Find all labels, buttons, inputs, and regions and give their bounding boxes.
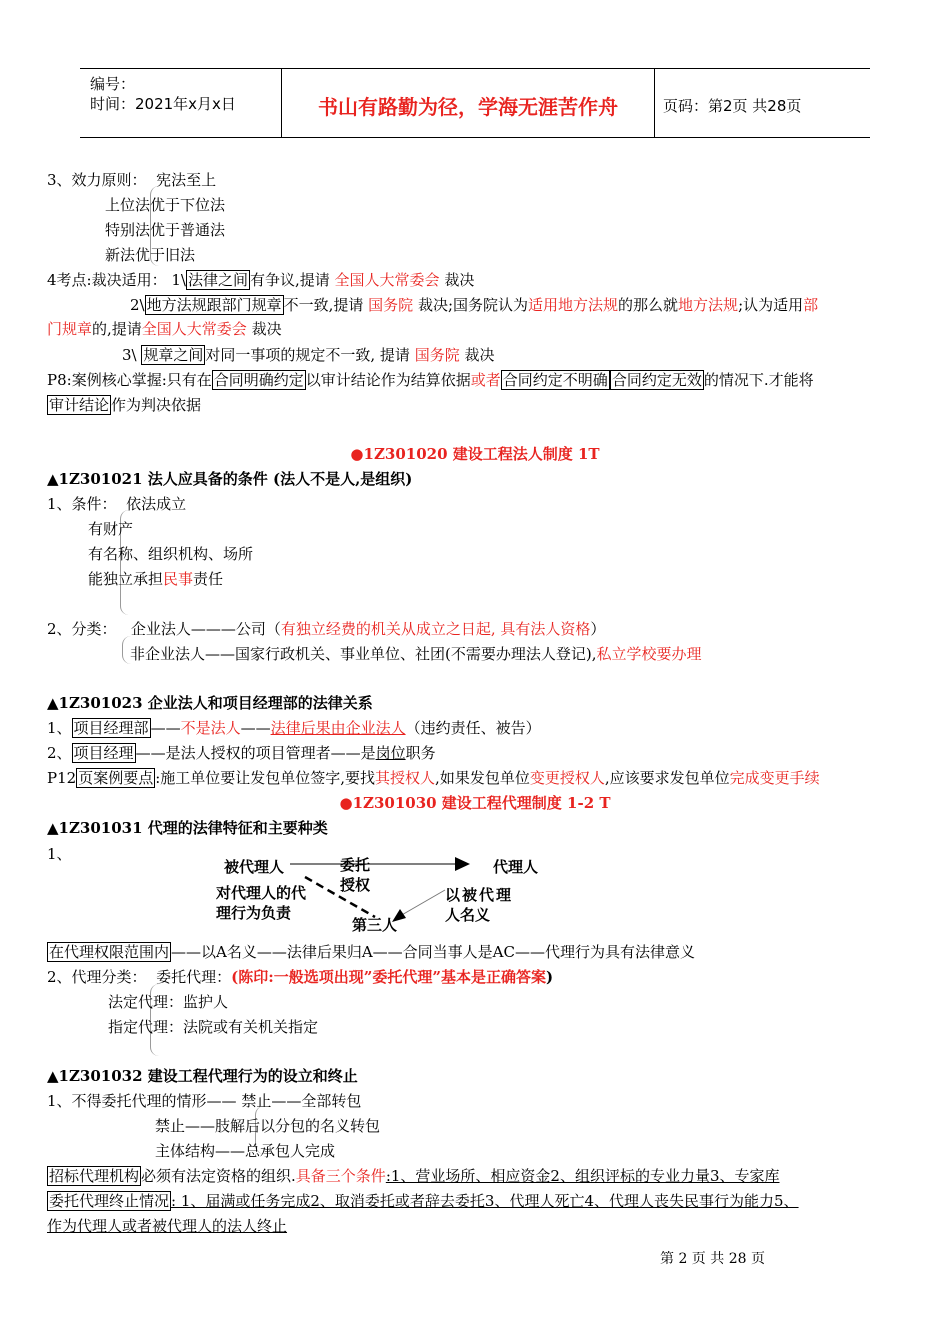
agent-category-a-note: (陈印:一般选项出现”委托代理”基本是正确答案 <box>231 968 547 986</box>
p8-t1: P8:案例核心掌握:只有在 <box>47 371 212 389</box>
subheading-1031: ▲1Z301031 代理的法律特征和主要种类 <box>47 819 328 837</box>
in-name-label: 以被代理 <box>445 886 514 904</box>
forbid-num: 1、不得委托代理的情形—— <box>47 1092 237 1110</box>
rule1-mid: 有争议,提请 <box>249 271 335 289</box>
rule2-t5: 的,提请 <box>92 320 142 338</box>
header-info-cell <box>80 69 282 137</box>
termination-box: 委托代理终止情况 <box>49 1192 170 1210</box>
rule3-t1: 对同一事项的规定不一致, 提请 <box>205 346 415 364</box>
category-a1: 企业法人———公司（ <box>130 620 281 638</box>
scope-text: ——以A名义——法律后果归A——合同当事人是AC——代理行为具有法律意义 <box>171 943 695 961</box>
category-a3: ） <box>590 620 606 638</box>
rule2-r3: 地方法规 <box>678 296 739 314</box>
subheading-1021: ▲1Z301021 法人应具备的条件 (法人不是人,是组织) <box>47 470 413 488</box>
agent-category-b: 法定代理：监护人 <box>108 993 229 1011</box>
rule2-t2: 裁决;国务院认为 <box>413 296 529 314</box>
rule2-r2: 适用地方法规 <box>528 296 619 314</box>
serial-label: 编号： <box>90 75 136 93</box>
section-heading-agency: ●1Z301030 建设工程代理制度 1-2 T <box>339 794 611 812</box>
conditions-d2: 民事 <box>163 570 194 588</box>
p8-line-cont <box>47 395 201 415</box>
p12-r1: 其授权人 <box>375 769 436 787</box>
p8-t4: 作为判决依据 <box>111 396 202 414</box>
responsible-label-2: 理行为负责 <box>216 904 292 922</box>
rule2-t1: 不一致,提请 <box>283 296 369 314</box>
rule1-end: 裁决 <box>439 271 475 289</box>
conditions-num: 1、条件： <box>47 495 117 513</box>
rule2-box: 地方法规跟部门规章 <box>146 296 282 314</box>
p12-t1: P12 <box>47 769 77 787</box>
pm2-num: 2、 <box>47 744 72 762</box>
agent-category-num: 2、代理分类： <box>47 968 147 986</box>
pm1-num: 1、 <box>47 719 72 737</box>
pm1-line <box>47 718 541 738</box>
rule3-t2: 裁决 <box>459 346 495 364</box>
conditions-line <box>47 494 186 514</box>
header-page-cell <box>655 69 870 137</box>
rule1-box: 法律之间 <box>187 271 248 289</box>
termination-text: : 1、届满或任务完成2、取消委托或者辞去委托3、代理人死亡4、代理人丧失民事行为能力5、 <box>171 1192 799 1210</box>
pm2-u1: 岗位 <box>375 744 406 762</box>
p12-r2: 变更授权人 <box>529 769 605 787</box>
conditions-d3: 责任 <box>193 570 224 588</box>
rule2-prefix: 2\ <box>130 296 145 314</box>
rule2-r5: 门规章 <box>47 320 93 338</box>
effect-principle-b: 上位法优于下位法 <box>105 196 226 214</box>
forbid-b: 禁止——肢解后以分包的名义转包 <box>155 1117 381 1135</box>
category-num: 2、分类： <box>47 620 117 638</box>
p8-b4: 审计结论 <box>49 396 110 414</box>
bid-agency-red: 具备三个条件 <box>295 1167 386 1185</box>
effect-principle-d: 新法优于旧法 <box>105 246 196 264</box>
rule2-r6: 全国人大常委会 <box>141 320 247 338</box>
rule1-line <box>47 270 474 290</box>
rule1-red: 全国人大常委会 <box>334 271 440 289</box>
principal-label: 被代理人 <box>224 858 285 876</box>
rule3-box: 规章之间 <box>143 346 204 364</box>
bid-agency-t1: 必须有法定资格的组织. <box>141 1167 296 1185</box>
agent-category-a: 委托代理： <box>156 968 232 986</box>
motto: 书山有路勤为径，学海无涯苦作舟 <box>318 95 618 119</box>
conditions-d1: 能独立承担 <box>88 570 164 588</box>
agent-label: 代理人 <box>493 858 539 876</box>
header-motto-cell <box>282 69 655 137</box>
pm1-box: 项目经理部 <box>73 719 149 737</box>
category-b <box>130 644 702 664</box>
bid-agency-conditions: :1、营业场所、相应资金2、组织评标的专业力量3、专家库 <box>385 1167 780 1185</box>
pm2-t1: ——是法人授权的项目管理者——是 <box>135 744 376 762</box>
rule3-prefix: 3\ <box>122 346 142 364</box>
effect-principle-num: 3、效力原则： <box>47 171 147 189</box>
agent-category-line <box>47 967 553 987</box>
p8-t3: 的情况下.才能将 <box>703 371 814 389</box>
pm1-t2: —— <box>240 719 271 737</box>
effect-principle-c: 特别法优于普通法 <box>105 221 226 239</box>
p12-t3: ,如果发包单位 <box>435 769 530 787</box>
category-b2: 私立学校要办理 <box>596 645 702 663</box>
scope-box: 在代理权限范围内 <box>49 943 170 961</box>
pm1-t3: （违约责任、被告） <box>405 719 541 737</box>
conditions-d <box>88 569 223 589</box>
conditions-c: 有名称、组织机构、场所 <box>88 545 254 563</box>
pm1-r2: 法律后果由企业法人 <box>270 719 406 737</box>
time-label: 时间：2021年x月x日 <box>90 95 236 113</box>
rule2-line-cont <box>47 319 282 339</box>
rule2-t3: 的那么就 <box>618 296 679 314</box>
p12-r3: 完成变更手续 <box>729 769 820 787</box>
p12-t4: ,应该要求发包单位 <box>604 769 730 787</box>
item1-num: 1、 <box>47 845 72 863</box>
subheading-1032: ▲1Z301032 建设工程代理行为的设立和终止 <box>47 1067 358 1085</box>
forbid-a: 禁止——全部转包 <box>241 1092 362 1110</box>
page-indicator: 页码：第2页 共28页 <box>663 97 802 115</box>
authorize-label: 授权 <box>340 876 371 894</box>
p12-line <box>47 768 820 788</box>
scope-line <box>47 942 695 962</box>
rule2-r4: 部 <box>803 296 819 314</box>
rule2-r1: 国务院 <box>368 296 414 314</box>
in-name-arrow-line <box>400 890 445 916</box>
p8-r1: 或者 <box>470 371 501 389</box>
forbid-line <box>47 1091 361 1111</box>
responsible-label: 对代理人的代 <box>216 884 307 902</box>
pm2-line <box>47 743 436 763</box>
pm1-t1: —— <box>150 719 181 737</box>
category-a2: 有独立经费的机关从成立之日起, 具有法人资格 <box>280 620 591 638</box>
conditions-a: 依法成立 <box>126 495 187 513</box>
pm2-t2: 职务 <box>405 744 436 762</box>
entrust-arrow-head <box>455 857 470 871</box>
p8-line <box>47 370 814 390</box>
p8-t2: 以审计结论作为结算依据 <box>305 371 471 389</box>
subheading-1023: ▲1Z301023 企业法人和项目经理部的法律关系 <box>47 694 373 712</box>
in-name-label-2: 人名义 <box>445 906 491 924</box>
effect-principle-a: 宪法至上 <box>156 171 217 189</box>
entrust-label: 委托 <box>340 856 371 874</box>
rule2-t6: 裁决 <box>246 320 282 338</box>
agency-diagram <box>200 852 580 942</box>
pm1-r1: 不是法人 <box>180 719 241 737</box>
bid-agency-line <box>47 1166 780 1186</box>
forbid-c: 主体结构——总承包人完成 <box>155 1142 336 1160</box>
p8-b1: 合同明确约定 <box>213 371 304 389</box>
rule1-prefix: 4考点:裁决适用： 1\ <box>47 271 186 289</box>
section-heading-legal-person: ●1Z301020 建设工程法人制度 1T <box>350 445 600 463</box>
rule2-t4: ;认为适用 <box>738 296 804 314</box>
rule2-line <box>130 295 818 315</box>
termination-line <box>47 1191 799 1211</box>
effect-principle-line <box>47 170 216 190</box>
pm2-box: 项目经理 <box>73 744 134 762</box>
agent-category-a-end: ) <box>546 968 554 986</box>
p8-b2: 合同约定不明确 <box>502 371 608 389</box>
p12-box: 页案例要点 <box>78 769 154 787</box>
conditions-b: 有财产 <box>88 520 134 538</box>
rule3-line <box>122 345 495 365</box>
page-header <box>80 68 870 138</box>
agent-category-c: 指定代理：法院或有关机关指定 <box>108 1018 319 1036</box>
termination-cont: 作为代理人或者被代理人的法人终止 <box>47 1217 288 1235</box>
p8-b3: 合同约定无效 <box>611 371 702 389</box>
bid-agency-box: 招标代理机构 <box>49 1167 140 1185</box>
p12-t2: :施工单位要让发包单位签字,要找 <box>155 769 376 787</box>
rule3-red: 国务院 <box>414 346 460 364</box>
third-party-label: 第三人 <box>352 916 398 934</box>
category-b1: 非企业法人——国家行政机关、事业单位、社团(不需要办理法人登记), <box>130 645 597 663</box>
page-footer: 第 2 页 共 28 页 <box>660 1251 765 1267</box>
